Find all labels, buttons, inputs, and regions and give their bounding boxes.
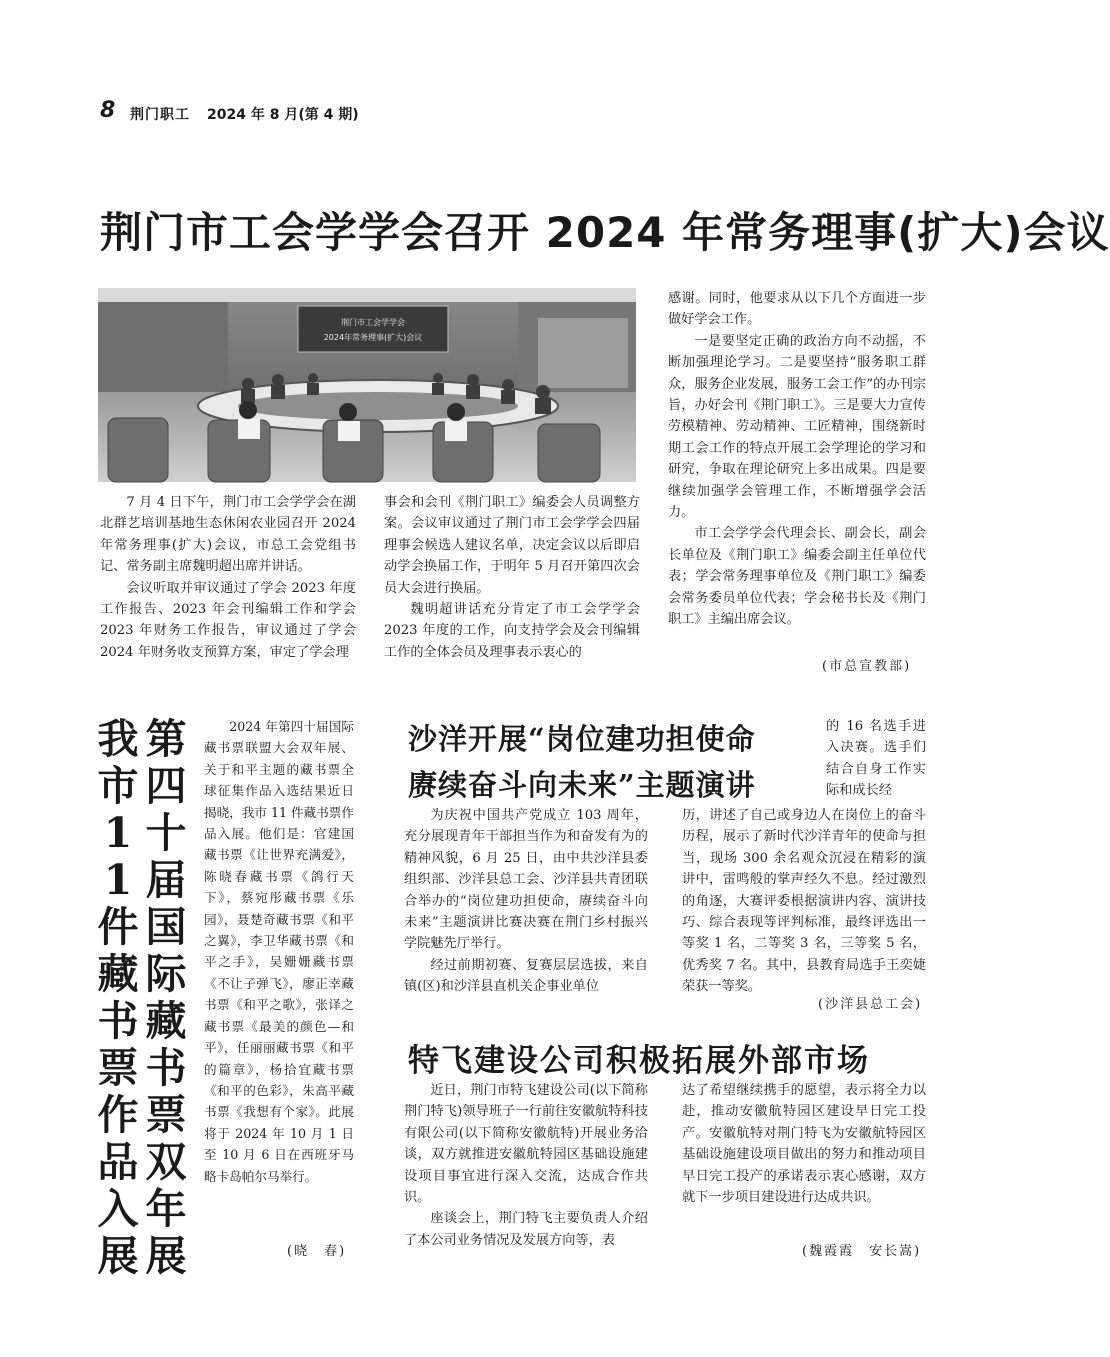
bookplate-body-para: 2024 年第四十届国际藏书票联盟大会双年展、关于和平主题的藏书票全球征集作品入选结果近日揭晓，我市 11 件藏书票作品入展。他们是：官建国藏书票《让世界充满爱》，陈晓春藏书票《鸽行天下》，蔡宛彤藏书票《乐园》，聂楚奇藏书票《和平之翼》，李卫华藏书票《和平之手》，吴姗姗藏书票《不让子弹飞》，廖正幸藏书票《和平之歌》，张译之藏书票《最美的颜色—和平》，任丽丽藏书票《和平的篇章》，杨拾宜藏书票《和平的色彩》，朱高平藏书票《我想有个家》。此展将于 2024 年 10 月 1 日至 10 月 6 日在西班牙马略卡岛帕尔马举行。 [204,719,354,1184]
main-col1-para1: 7 月 4 日下午，荆门市工会学学会在湖北群艺培训基地生态休闲农业园召开 2024 年常务理事(扩大)会议，市总工会党组书记、常务副主席魏明超出席并讲话。 [100,495,356,575]
speech-title-line2: 赓续奋斗向未来”主题演讲 [408,768,756,802]
meeting-photo [98,288,636,482]
tefei-article-title: 特飞建设公司积极拓展外部市场 [408,1043,870,1079]
main-article-col1 [100,492,356,663]
page-number: 8 [100,98,116,123]
main-col1-para2: 会议听取并审议通过了学会 2023 年度工作报告、2023 年会刊编辑工作和学会 2023 年财务工作报告，审议通过了学会 2024 年财务收支预算方案，审定了学会理 [100,580,356,660]
main-article-credit: (市总宣教部) [822,659,912,674]
bookplate-credit: (晓 春) [287,1244,347,1259]
main-col3-para3: 市工会学学会代理会长、副会长，副会长单位及《荆门职工》编委会副主任单位代表；学会常务理事单位及《荆门职工》编委会常务委员单位代表；学会秘书长及《荆门职工》主编出席会议。 [668,526,926,628]
speech-credit: (沙洋县总工会) [818,997,923,1012]
main-col2-para2: 魏明超讲话充分肯定了市工会学学会 2023 年度的工作，向支持学会及会刊编辑工作的全体会员及理事表示衷心的 [384,602,640,660]
photo-banner-line2: 2024年常务理事(扩大)会议 [323,333,423,342]
paper-name: 荆门职工 [130,107,190,123]
issue-date: 2024 年 8 月(第 4 期) [207,107,359,123]
tefei-col2-para1: 达了希望继续携手的愿望，表示将全力以赴，推动安徽航特园区建设早日完工投产。安徽航特对荆门特飞为安徽航特园区基础设施建设项目做出的努力和推动项目早日完工投产的承诺表示衷心感谢，双方就下一步项目建设进行达成共识。 [682,1083,926,1206]
bookplate-article-body [204,716,354,1187]
main-col3-para2: 一是要坚定正确的政治方向不动摇，不断加强理论学习。二是要坚持“服务职工群众，服务企业发展，服务工会工作”的办刊宗旨，办好会刊《荆门职工》。三是要大力宣传劳模精神、劳动精神、工匠精神，围绕新时期工会工作的特点开展工会学理论的学习和研究，争取在理论研究上多出成果。四是要继续加强学会管理工作，不断增强学会活力。 [668,333,926,521]
tefei-col1-para2: 座谈会上，荆门特飞主要负责人介绍了本公司业务情况及发展方向等，表 [404,1211,648,1248]
meeting-photo-drawing [98,288,636,482]
tefei-article-col2 [682,1080,926,1208]
bookplate-title-line2: 我市 11 件藏书票作品入展 [97,715,139,1280]
main-article-col2 [384,492,640,663]
main-col3-para1: 感谢。同时，他要求从以下几个方面进一步做好学会工作。 [668,291,926,328]
speech-col1-para1: 为庆祝中国共产党成立 103 周年，充分展现青年干部担当作为和奋发有为的精神风貌，6 月 25 日，由中共沙洋县委组织部、沙洋县总工会、沙洋县共青团联合举办的“岗位建功担使命，赓续奋斗向未来”主题演讲比赛决赛在荆门乡村振兴学院魅先厅举行。 [404,808,648,952]
main-article-col3 [668,288,926,631]
speech-col1-para2: 经过前期初赛、复赛层层选拔，来自镇(区)和沙洋县直机关企事业单位 [404,957,648,995]
speech-article-col1 [404,805,648,998]
main-col2-para1: 事会和会刊《荆门职工》编委会人员调整方案。会议审议通过了荆门市工会学学会四届理事会候选人建议名单，决定会议以后即启动学会换届工作，于明年 5 月召开第四次会员大会进行换届。 [384,495,640,596]
tefei-col1-para1: 近日，荆门市特飞建设公司(以下简称荆门特飞)领导班子一行前往安徽航特科技有限公司(以下简称安徽航特)开展业务洽谈，双方就推进安徽航特园区基础设施建设项目事宜进行深入交流，达成合作共识。 [404,1083,648,1206]
tefei-article-col1 [404,1080,648,1251]
speech-article-col2-rest: 历，讲述了自己或身边人在岗位上的奋斗历程，展示了新时代沙洋青年的使命与担当，现场 300 余名观众沉浸在精彩的演讲中，雷鸣般的掌声经久不息。经过激烈的角逐，大赛评委根据演讲内容、演讲技巧、综合表现等评判标准，最终评选出一等奖 1 名，二等奖 3 名，三等奖 5 名，优秀奖 7 名。其中，县教育局选手王奕婕荣获一等奖。 [682,808,926,995]
speech-article-title [408,716,828,808]
bookplate-title-line1: 第四十届国际藏书票双年展 [145,715,187,1280]
main-article-title: 荆门市工会学学会召开 2024 年常务理事(扩大)会议 [100,208,1110,257]
tefei-credit: (魏霞霞 安长嵩) [802,1244,922,1259]
speech-title-line1: 沙洋开展“岗位建功担使命 [408,722,756,756]
photo-banner-line1: 荆门市工会学学会 [341,318,405,327]
speech-article-col2-top: 的 16 名选手进入决赛。选手们结合自身工作实际和成长经 [826,719,926,799]
